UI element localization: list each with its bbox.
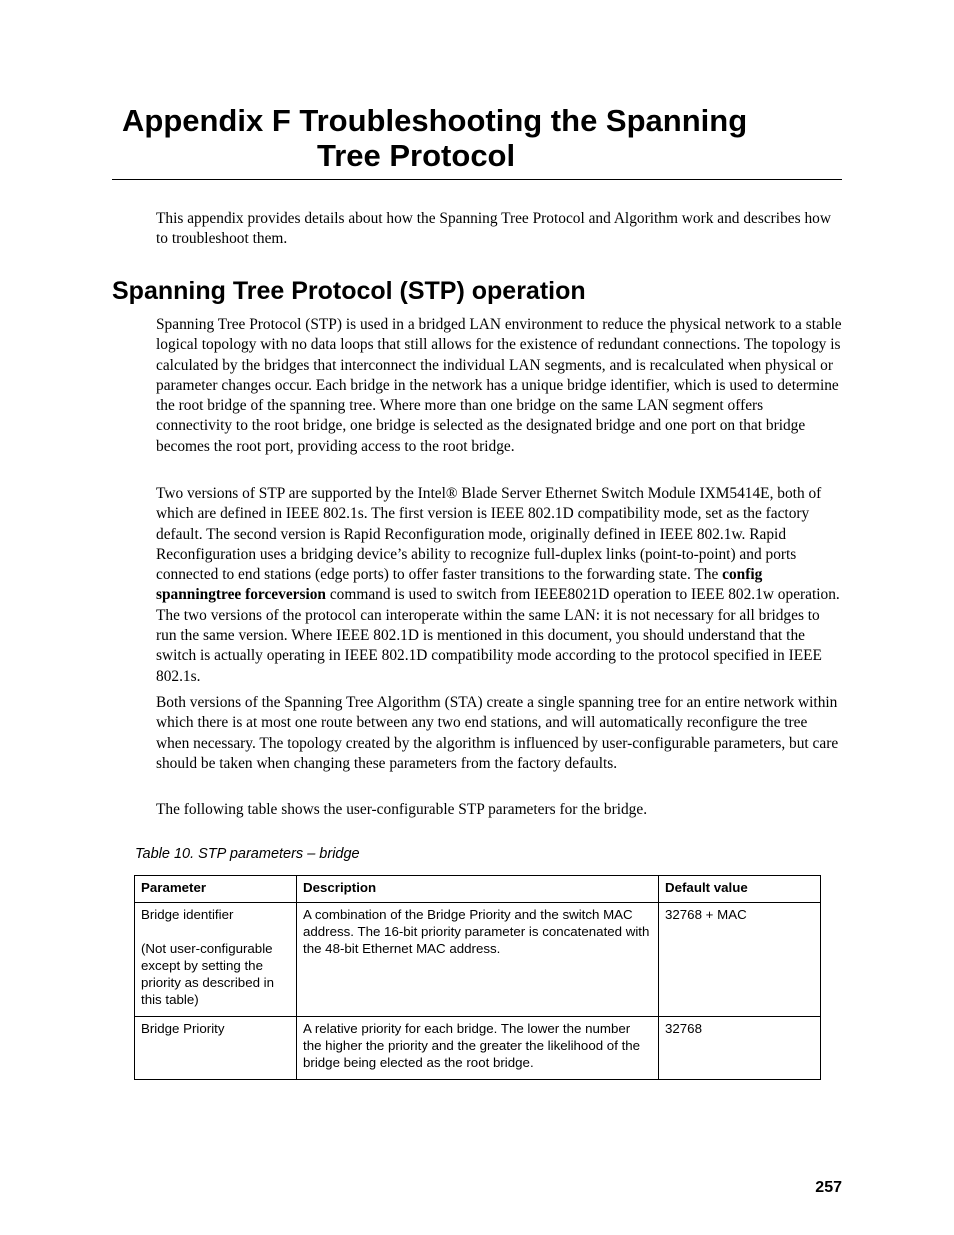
stp-paragraph-2-text-a: Two versions of STP are supported by the Intel® Blade Server Ethernet Switch Module IXM5414E, both of which are defined in IEEE 802.1s. The first version is IEEE 802.1D compatibility mode, set as the factory default. The second version is Rapid Reconfiguration mode, originally defined in IEEE 802.1w. Rapid Reconfiguration uses a bridging device’s ability to recognize full-duplex links (point-to-point) and ports connected to end stations (edge ports) to offer faster transitions to the forwarding state. The: [156, 485, 822, 584]
table-row: [135, 1017, 821, 1080]
stp-paragraph-2: [156, 484, 842, 687]
parameter-cell: [135, 1017, 297, 1080]
stp-paragraph-3: Both versions of the Spanning Tree Algorithm (STA) create a single spanning tree for an entire network within which there is at most one route between any two end stations, and will automatically reconfigure the tree when necessary. The topology created by the algorithm is influenced by user-configurable parameters, but care should be taken when changing these parameters from the factory defaults.: [156, 694, 839, 772]
command-name: config spanningtree forceversion: [156, 566, 763, 604]
stp-paragraph-4: The following table shows the user-configurable STP parameters for the bridge.: [156, 801, 648, 818]
table-caption: Table 10. STP parameters – bridge: [135, 846, 360, 862]
stp-parameters-table: [134, 875, 821, 1080]
parameter-cell: [135, 903, 297, 1017]
table-header-row: [135, 876, 821, 903]
column-header-description: Description: [297, 876, 659, 903]
page-title-line-1: Appendix F Troubleshooting the Spanning: [122, 103, 748, 138]
section-heading: Spanning Tree Protocol (STP) operation: [112, 277, 586, 305]
description-cell: A combination of the Bridge Priority and the switch MAC address. The 16-bit priority parameter is concatenated with the 48-bit Ethernet MAC address.: [297, 903, 659, 1017]
parameter-name: Bridge identifier: [141, 907, 234, 922]
table-row: [135, 903, 821, 1017]
page-number: 257: [815, 1179, 842, 1196]
intro-paragraph: This appendix provides details about how the Spanning Tree Protocol and Algorithm work and describes how to troubleshoot them.: [156, 210, 831, 248]
default-value-cell: 32768 + MAC: [659, 903, 821, 1017]
column-header-default-value: Default value: [659, 876, 821, 903]
title-divider: [112, 179, 842, 180]
default-value-cell: 32768: [659, 1017, 821, 1080]
column-header-parameter: Parameter: [135, 876, 297, 903]
stp-paragraph-1: Spanning Tree Protocol (STP) is used in a bridged LAN environment to reduce the physical network to a stable logical topology with no data loops that still allows for the existence of redundant connections. The topology is calculated by the bridges that interconnect the individual LAN segments, and is recalculated when physical or parameter changes occur. Each bridge in the network has a unique bridge identifier, which is used to determine the root bridge of the spanning tree. Where more than one bridge on the same LAN segment offers connectivity to the root bridge, one bridge is selected as the designated bridge and one port on that bridge becomes the root port, providing access to the root bridge.: [156, 316, 842, 455]
page-title: [112, 103, 842, 173]
stp-paragraph-2-text-b: command is used to switch from IEEE8021D operation to IEEE 802.1w operation. The two versions of the protocol can interoperate within the same LAN: it is not necessary for all bridges to run the same version. Where IEEE 802.1D is mentioned in this document, you should understand that the switch is actually operating in IEEE 802.1D compatibility mode according to the protocol specified in IEEE 802.1s.: [156, 586, 840, 685]
parameter-name: Bridge Priority: [141, 1021, 225, 1036]
parameter-note: (Not user-configurable except by setting the priority as described in this table): [141, 941, 275, 1007]
page-title-line-2: Tree Protocol: [317, 138, 516, 173]
description-cell: A relative priority for each bridge. The lower the number the higher the priority and the greater the likelihood of the bridge being elected as the root bridge.: [297, 1017, 659, 1080]
